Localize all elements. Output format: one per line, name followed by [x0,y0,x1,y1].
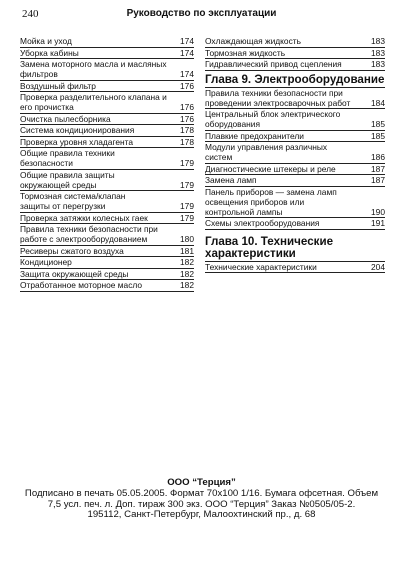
toc-entry-title: Проверка уровня хладагента [20,136,134,147]
toc-entry-page: 187 [371,175,385,185]
running-title: Руководство по эксплуатации [126,8,277,19]
imprint-line-2: 7,5 усл. печ. л. Доп. тираж 300 экз. ООО “Терция” Заказ №0505/05-2. [47,498,356,510]
toc-entry-page: 182 [180,280,194,290]
toc-entry [205,164,385,176]
toc-entry-page: 190 [371,206,385,217]
imprint-line-3: 195112, Санкт-Петербург, Малоохтинский пр., д. 68 [87,509,316,521]
toc-entry [20,213,194,225]
chapter-10-heading: Глава 10. Технические характеристики [205,230,385,262]
toc-entry-title: Модули управления различных систем [205,142,328,162]
toc-entry [20,148,194,170]
toc-entry-page: 187 [371,163,385,174]
chapter-9-entries [205,88,385,230]
toc-entry-title: Общие правила защиты окружающей среды [20,169,115,190]
toc-entry [20,170,194,192]
toc-entry [20,48,194,60]
toc-entry [205,175,385,187]
toc-entry-page: 179 [180,201,194,211]
toc-entry-title: Общие правила техники безопасности [20,148,115,168]
toc-entry [20,224,194,246]
toc-entry-page: 179 [180,158,194,168]
chapter-9-heading: Глава 9. Электрооборудование [205,72,385,86]
toc-entry [20,59,194,81]
toc-entry-page: 185 [371,130,385,141]
toc-entry [205,131,385,143]
toc-entry-title: Очистка пылесборника [20,113,111,124]
toc-entry [205,109,385,131]
toc-entry-title: Защита окружающей среды [20,268,129,279]
toc-entry-title: Замена ламп [205,175,257,185]
toc-entry-title: Правила техники безопасности при работе с электрооборудованием [20,224,158,244]
toc-entry-title: Панель приборов — замена ламп освещения приборов или контрольной лампы [205,186,337,217]
toc-entry [20,114,194,126]
toc-entry-title: Мойка и уход [20,36,72,46]
toc-entry [20,36,194,48]
toc-entry-page: 184 [371,97,385,108]
toc-entry-page: 179 [180,212,194,223]
toc-entry-page: 182 [180,268,194,279]
toc-entry [20,257,194,269]
toc-entry-page: 180 [180,234,194,244]
toc-entry-title: Замена моторного масла и масляных фильтров [20,59,167,79]
toc-entry-title: Проверка разделительного клапана и его прочистка [20,92,167,112]
toc-entry-title: Система кондиционирования [20,125,135,135]
toc-entry-title: Уборка кабины [20,47,79,58]
toc-entry-page: 179 [180,179,194,190]
toc-entry [205,36,385,48]
toc-entry-page: 186 [371,152,385,162]
toc-entry [205,142,385,164]
imprint-line-1: Подписано в печать 05.05.2005. Формат 70х100 1/16. Бумага офсетная. Объем [24,487,379,499]
toc-entry-title: Воздушный фильтр [20,80,96,91]
toc-entry-page: 174 [180,47,194,58]
chapter-10-entries [205,262,385,274]
toc-entry-title: Правила техники безопасности при проведении электросварочных работ [205,87,351,108]
toc-entry-title: Ресиверы сжатого воздуха [20,245,124,256]
toc-entry [205,218,385,230]
toc-entry [20,137,194,149]
toc-entry-title: Схемы электрооборудования [205,218,320,228]
page-number: 240 [22,8,39,20]
toc-left-column [20,36,194,292]
toc-entry-title: Тормозная жидкость [205,47,286,58]
toc-entry [20,269,194,281]
toc-entry-page: 174 [180,36,194,46]
toc-right-top-entries [205,36,385,71]
toc-entry-page: 176 [180,102,194,112]
toc-entry-title: Гидравлический привод сцепления [205,59,342,69]
toc-entry-page: 176 [180,80,194,91]
toc-entry-page: 174 [180,69,194,79]
toc-entry [205,88,385,110]
toc-entry-title: Охлаждающая жидкость [205,36,301,46]
toc-entry-page: 176 [180,113,194,124]
toc-right-column [205,36,385,273]
toc-entry-title: Проверка затяжки колесных гаек [20,212,148,223]
toc-entry [20,191,194,213]
toc-entry-page: 182 [180,257,194,267]
toc-entry-page: 191 [371,218,385,228]
toc-entry-title: Центральный блок электрического оборудования [205,109,341,129]
imprint-publisher: ООО “Терция” [167,477,236,488]
toc-entry-page: 178 [180,125,194,135]
toc-entry [20,81,194,93]
toc-entry-page: 183 [371,36,385,46]
imprint [0,478,403,521]
toc-entry-page: 185 [371,119,385,129]
toc-entry-title: Технические характеристики [205,261,317,272]
toc-entry [205,59,385,71]
toc-entry [20,125,194,137]
toc-entry-page: 183 [371,59,385,69]
toc-entry-title: Отработанное моторное масло [20,280,143,290]
toc-entry-page: 183 [371,47,385,58]
toc-entry [205,48,385,60]
toc-entry [20,280,194,292]
toc-entry-page: 181 [180,245,194,256]
toc-entry-title: Диагностические штекеры и реле [205,163,336,174]
toc-entry [205,187,385,219]
toc-entry [20,92,194,114]
toc-entry-title: Плавкие предохранители [205,130,304,141]
toc-entry-page: 204 [371,261,385,272]
toc-entry-title: Тормозная система/клапан защиты от перегрузки [20,191,126,211]
toc-entry-title: Кондиционер [20,257,72,267]
toc-entry [20,246,194,258]
toc-entry-page: 178 [180,136,194,147]
toc-entry [205,262,385,274]
